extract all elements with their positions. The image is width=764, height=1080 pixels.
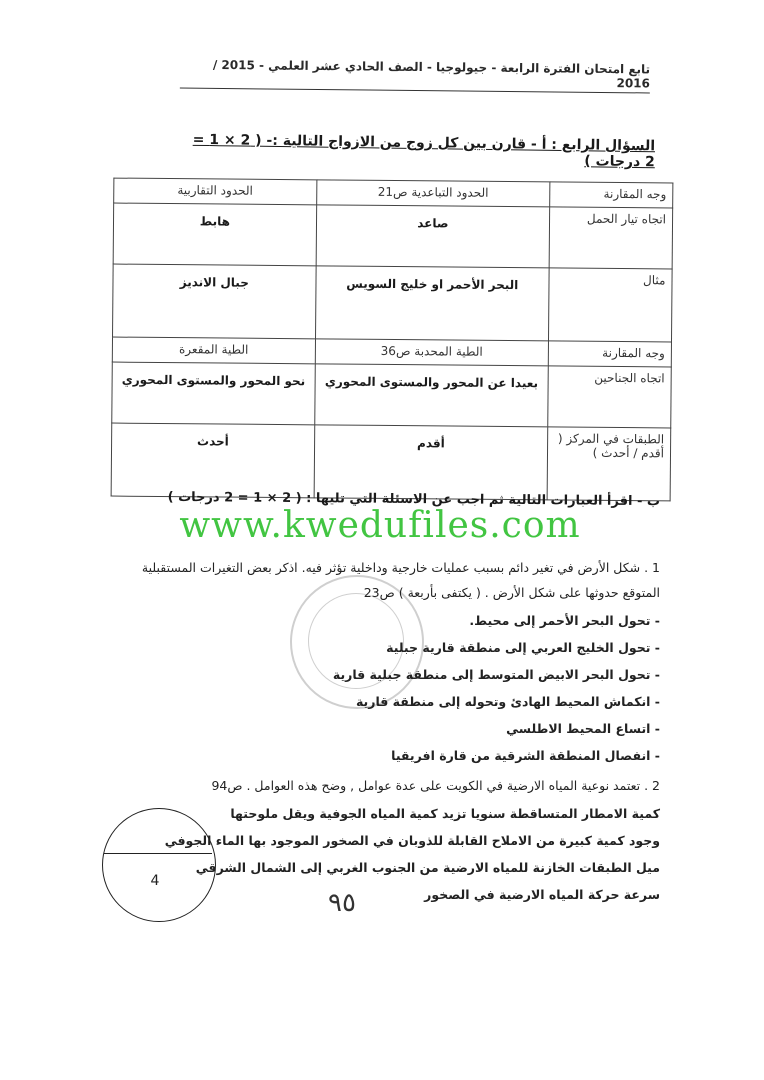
list-item: - اتساع المحيط الاطلسي <box>506 721 660 736</box>
handwritten-page-number: ٩٥ <box>328 888 356 918</box>
table-row <box>113 264 673 342</box>
table-cell: الطية المحدبة ص36 <box>315 339 549 366</box>
table-cell: أحدث <box>111 423 314 498</box>
list-item: ميل الطبقات الخازنة للمياه الارضية من الجنوب الغربي إلى الشمال الشرقي <box>195 860 660 875</box>
table-cell: بعيدا عن المحور والمستوى المحوري <box>314 364 548 427</box>
list-item: - تحول الخليج العربي إلى منطقة قارية جبلية <box>386 640 660 655</box>
table-cell-label: وجه المقارنة <box>548 341 671 367</box>
score-divider <box>104 853 212 854</box>
table-cell-label: الطبقات في المركز ( أقدم / أحدث ) <box>547 427 671 501</box>
watermark-text: www.kwedufiles.com <box>179 505 581 546</box>
q1-text-line1: 1 . شكل الأرض في تغير دائم بسبب عمليات خارجية وداخلية تؤثر فيه. اذكر بعض التغيرات المستقبلية <box>141 560 660 575</box>
table-row <box>112 362 672 428</box>
table-cell: أقدم <box>314 425 548 500</box>
list-item: - تحول البحر الابيض المتوسط إلى منطقة جبلية قارية <box>332 667 660 682</box>
list-item: سرعة حركة المياه الارضية في الصخور <box>424 887 660 902</box>
table-cell-label: اتجاه تيار الحمل <box>549 207 673 269</box>
list-item: - تحول البحر الأحمر إلى محيط. <box>469 613 660 628</box>
table-cell-label: وجه المقارنة <box>550 182 673 208</box>
exam-header: تابع امتحان الفترة الرابعة - جيولوجيا - الصف الحادي عشر العلمي - 2015 / 2016 <box>180 58 650 94</box>
q2-text: 2 . تعتمد نوعية المياه الارضية في الكويت على عدة عوامل , وضح هذه العوامل . ص94 <box>211 778 660 793</box>
table-cell: نحو المحور والمستوى المحوري <box>112 362 315 425</box>
table-cell: جبال الانديز <box>113 264 316 339</box>
table-cell: الطية المقعرة <box>112 337 315 364</box>
table-cell: البحر الأحمر او خليج السويس <box>315 266 549 341</box>
table-cell: هابط <box>113 203 316 266</box>
part-b-title: ب - اقرأ العبارات التالية ثم اجب عن الاسئلة التي تليها : ( 2 × 1 = 2 درجات ) <box>167 489 661 510</box>
table-cell-label: اتجاه الجناحين <box>548 366 672 428</box>
table-cell: الحدود التقاربية <box>114 178 317 205</box>
table-cell: صاعد <box>316 205 550 268</box>
list-item: - انفصال المنطقة الشرقية من قارة افريقيا <box>391 748 660 763</box>
comparison-table <box>111 178 674 502</box>
list-item: كمية الامطار المتساقطة سنويا تزيد كمية المياه الجوفية ويقل ملوحتها <box>230 806 660 821</box>
table-cell-label: مثال <box>548 268 672 342</box>
table-cell: الحدود التباعدية ص21 <box>316 180 550 207</box>
question4-title: السؤال الرابع : أ - قارن بين كل زوج من الازواج التالية :- ( 2 × 1 = 2 درجات ) <box>192 131 656 171</box>
list-item: وجود كمية كبيرة من الاملاح القابلة للذوبان في الصخور الموجود بها الماء الجوفي <box>164 833 660 848</box>
score-value: 4 <box>150 873 160 889</box>
list-item: - انكماش المحيط الهادئ وتحوله إلى منطقة قارية <box>355 694 660 709</box>
q1-text-line2: المتوقع حدوثها على شكل الأرض . ( يكتفى بأربعة ) ص23 <box>363 585 660 600</box>
table-row <box>113 203 673 269</box>
score-circle <box>102 808 216 922</box>
